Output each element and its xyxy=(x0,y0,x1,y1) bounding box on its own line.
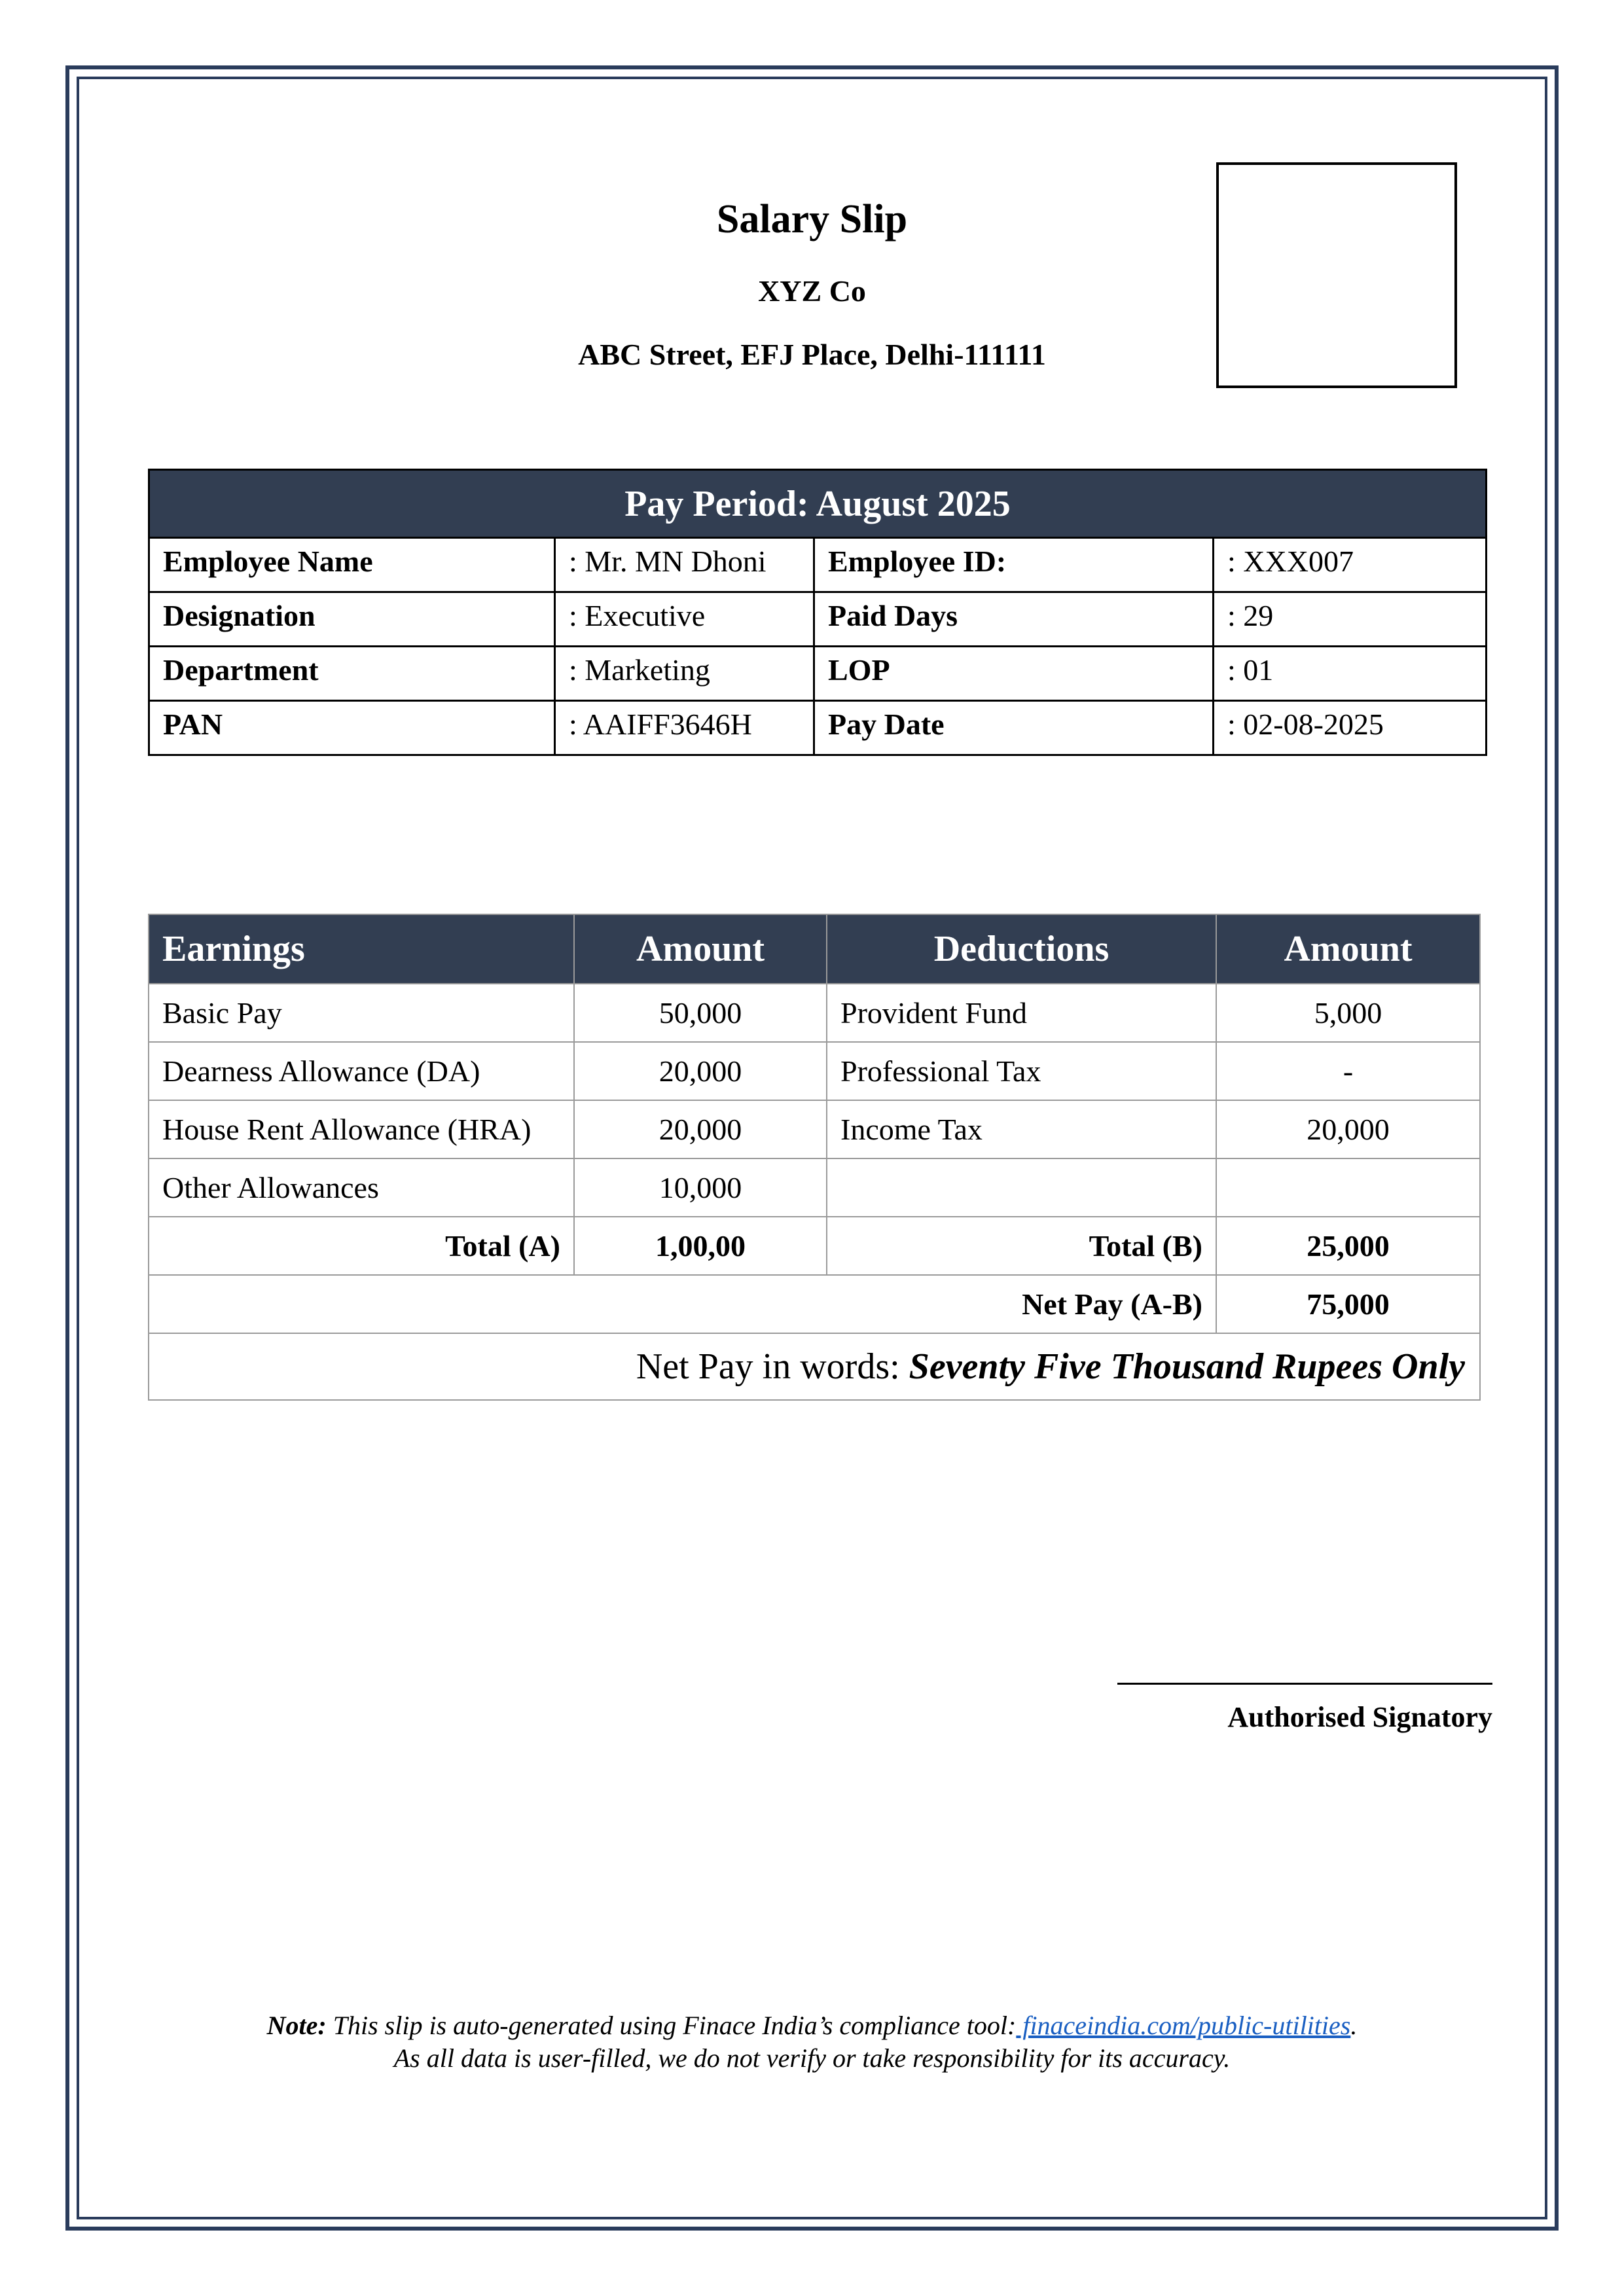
earning-amount: 10,000 xyxy=(574,1158,827,1217)
table-header-row xyxy=(149,914,1480,984)
table-row xyxy=(149,647,1487,701)
earnings-amount-header: Amount xyxy=(574,914,827,984)
deduction-amount: - xyxy=(1216,1042,1480,1100)
field-value: : XXX007 xyxy=(1214,538,1487,592)
earning-name: Basic Pay xyxy=(149,984,574,1042)
note-label: Note: xyxy=(266,2011,327,2040)
net-pay-words-amount: Seventy Five Thousand Rupees Only xyxy=(909,1346,1465,1387)
earning-name: House Rent Allowance (HRA) xyxy=(149,1100,574,1158)
company-address: ABC Street, EFJ Place, Delhi-111111 xyxy=(578,338,1046,371)
field-label: Designation xyxy=(149,592,555,647)
deduction-amount xyxy=(1216,1158,1480,1217)
net-pay-words-label: Net Pay in words: xyxy=(636,1346,909,1387)
total-b-value: 25,000 xyxy=(1216,1217,1480,1275)
field-value: : 01 xyxy=(1214,647,1487,701)
note-text-end: . xyxy=(1350,2011,1358,2040)
table-row xyxy=(149,538,1487,592)
note-text: This slip is auto-generated using Finace India’s compliance tool: xyxy=(326,2011,1017,2040)
table-row xyxy=(149,1158,1480,1217)
authorised-signatory: Authorised Signatory xyxy=(1227,1701,1492,1733)
total-a-label: Total (A) xyxy=(149,1217,574,1275)
net-pay-value: 75,000 xyxy=(1216,1275,1480,1333)
field-value: : Mr. MN Dhoni xyxy=(555,538,814,592)
employee-details-table xyxy=(148,469,1487,756)
deduction-amount: 20,000 xyxy=(1216,1100,1480,1158)
table-row xyxy=(149,701,1487,755)
net-pay-words-row xyxy=(149,1333,1480,1400)
earning-amount: 20,000 xyxy=(574,1100,827,1158)
compliance-tool-link[interactable]: finaceindia.com/public-utilities xyxy=(1016,2011,1351,2040)
net-pay-label: Net Pay (A-B) xyxy=(149,1275,1216,1333)
field-label: Paid Days xyxy=(814,592,1214,647)
field-value: : 02-08-2025 xyxy=(1214,701,1487,755)
field-value: : Executive xyxy=(555,592,814,647)
field-label: Pay Date xyxy=(814,701,1214,755)
table-row xyxy=(149,1042,1480,1100)
totals-row xyxy=(149,1217,1480,1275)
field-label: Department xyxy=(149,647,555,701)
earning-amount: 50,000 xyxy=(574,984,827,1042)
field-value: : AAIFF3646H xyxy=(555,701,814,755)
deduction-name xyxy=(827,1158,1216,1217)
earnings-deductions-table xyxy=(148,914,1481,1401)
footer-note xyxy=(0,2009,1624,2075)
deduction-amount: 5,000 xyxy=(1216,984,1480,1042)
note-line-1 xyxy=(0,2009,1624,2042)
field-label: PAN xyxy=(149,701,555,755)
company-name: XYZ Co xyxy=(758,274,866,308)
table-row xyxy=(149,984,1480,1042)
table-row xyxy=(149,592,1487,647)
net-pay-row xyxy=(149,1275,1480,1333)
field-label: Employee ID: xyxy=(814,538,1214,592)
deductions-amount-header: Amount xyxy=(1216,914,1480,984)
earning-amount: 20,000 xyxy=(574,1042,827,1100)
field-label: Employee Name xyxy=(149,538,555,592)
field-value: : Marketing xyxy=(555,647,814,701)
earning-name: Dearness Allowance (DA) xyxy=(149,1042,574,1100)
pay-period-header: Pay Period: August 2025 xyxy=(149,470,1487,538)
deduction-name: Professional Tax xyxy=(827,1042,1216,1100)
field-value: : 29 xyxy=(1214,592,1487,647)
table-row xyxy=(149,1100,1480,1158)
signature-line xyxy=(1117,1683,1492,1685)
photo-placeholder xyxy=(1216,162,1457,388)
slip-title: Salary Slip xyxy=(716,197,908,242)
field-label: LOP xyxy=(814,647,1214,701)
total-a-value: 1,00,00 xyxy=(574,1217,827,1275)
net-pay-words xyxy=(149,1333,1480,1400)
note-line-2: As all data is user-filled, we do not verify or take responsibility for its accuracy. xyxy=(393,2043,1231,2073)
deduction-name: Provident Fund xyxy=(827,984,1216,1042)
earning-name: Other Allowances xyxy=(149,1158,574,1217)
deductions-header: Deductions xyxy=(827,914,1216,984)
earnings-header: Earnings xyxy=(149,914,574,984)
total-b-label: Total (B) xyxy=(827,1217,1216,1275)
deduction-name: Income Tax xyxy=(827,1100,1216,1158)
